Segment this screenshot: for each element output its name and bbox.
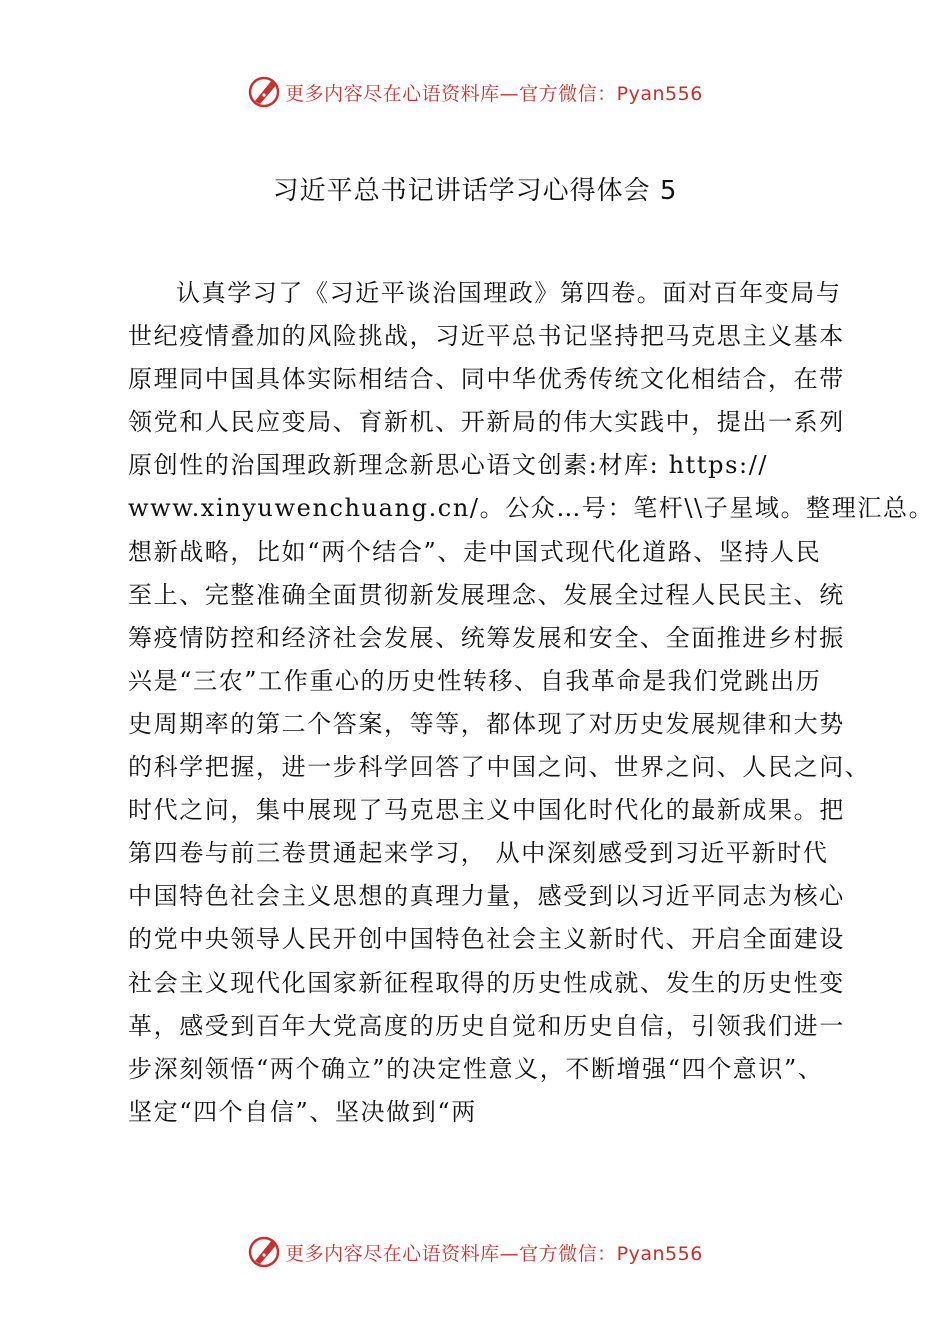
pen-nib-logo-icon [247, 75, 281, 109]
body-line: 步深刻领悟“两个确立”的决定性意义，不断增强“四个意识”、 [128, 1054, 824, 1083]
body-line: www.xinyuwenchuang.cn/。公众…号：笔杆\\子星域。整理汇总。 [128, 494, 935, 523]
body-line: 认真学习了《习近平谈治国理政》第四卷。面对百年变局与 [176, 279, 842, 307]
body-line: 革，感受到百年大党高度的历史自觉和历史自信，引领我们进一 [128, 1011, 845, 1040]
body-line: 兴是“三农”工作重心的历史性转移、自我革命是我们党跳出历 [128, 666, 822, 695]
body-line: 原创性的治国理政新理念新思心语文创素:材库: https:// [128, 451, 769, 480]
body-line: 社会主义现代化国家新征程取得的历史性成就、发生的历史性变 [128, 968, 845, 997]
body-line: 领党和人民应变局、育新机、开新局的伟大实践中，提出一系列 [128, 408, 845, 437]
body-line: 世纪疫情叠加的风险挑战，习近平总书记坚持把马克思主义基本 [128, 322, 845, 351]
footer-banner [0, 1232, 950, 1272]
body-line: 中国特色社会主义思想的真理力量，感受到以习近平同志为核心 [128, 882, 845, 911]
body-text [128, 272, 935, 1134]
header-banner-text: 更多内容尽在心语资料库—官方微信：Pyan556 [285, 82, 703, 105]
footer-banner-text: 更多内容尽在心语资料库—官方微信：Pyan556 [285, 1242, 703, 1265]
pen-nib-logo-icon [247, 1235, 281, 1269]
body-line: 筹疫情防控和经济社会发展、统筹发展和安全、全面推进乡村振 [128, 623, 845, 652]
body-line: 史周期率的第二个答案，等等，都体现了对历史发展规律和大势 [128, 709, 845, 738]
body-line: 时代之问，集中展现了马克思主义中国化时代化的最新成果。把 [128, 796, 845, 825]
body-line: 的党中央领导人民开创中国特色社会主义新时代、开启全面建设 [128, 925, 845, 954]
body-line: 至上、完整准确全面贯彻新发展理念、发展全过程人民民主、统 [128, 580, 845, 609]
header-banner [0, 72, 950, 112]
body-line: 的科学把握，进一步科学回答了中国之问、世界之问、人民之问、 [128, 753, 871, 782]
body-line: 想新战略，比如“两个结合”、走中国式现代化道路、坚持人民 [128, 537, 822, 566]
document-title: 习近平总书记讲话学习心得体会 5 [272, 176, 678, 206]
body-line: 原理同中国具体实际相结合、同中华优秀传统文化相结合，在带 [128, 365, 845, 394]
body-line: 坚定“四个自信”、坚决做到“两 [128, 1097, 477, 1126]
body-line: 第四卷与前三卷贯通起来学习， 从中深刻感受到习近平新时代 [128, 839, 829, 868]
